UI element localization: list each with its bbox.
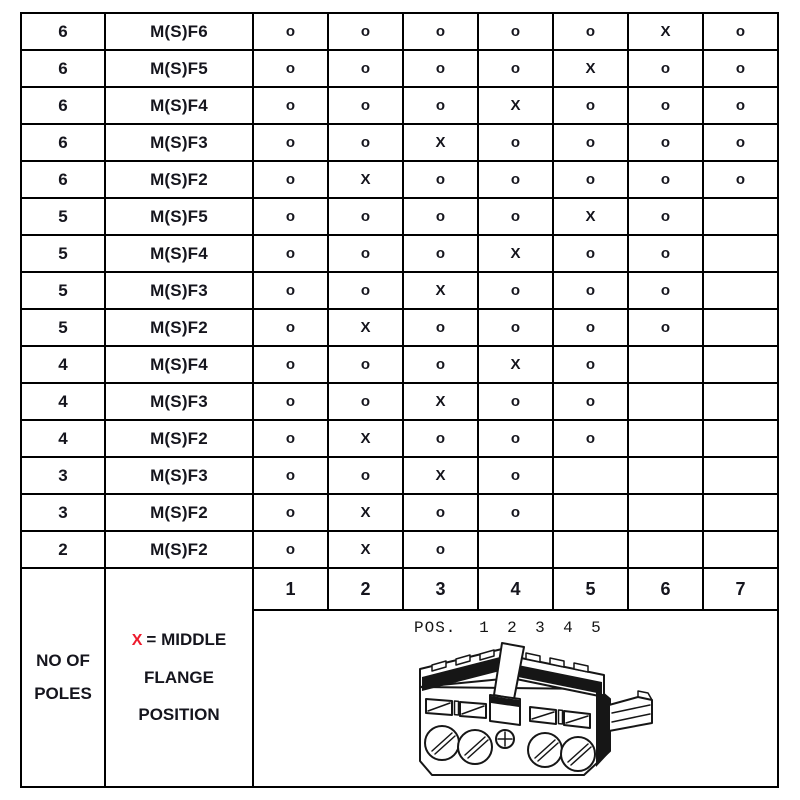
empty-cell bbox=[628, 457, 703, 494]
pole-position-cell: o bbox=[628, 272, 703, 309]
table-row bbox=[21, 494, 778, 531]
pole-position-cell: o bbox=[253, 494, 328, 531]
pole-position-cell: o bbox=[703, 13, 778, 50]
table-row bbox=[21, 420, 778, 457]
pole-position-cell: o bbox=[628, 87, 703, 124]
middle-flange-x-cell: X bbox=[328, 309, 403, 346]
table-row bbox=[21, 235, 778, 272]
poles-count-cell: 3 bbox=[21, 457, 105, 494]
pole-position-cell: o bbox=[403, 531, 478, 568]
pole-position-cell: o bbox=[328, 87, 403, 124]
flange-type-cell: M(S)F3 bbox=[105, 272, 253, 309]
poles-count-cell: 5 bbox=[21, 272, 105, 309]
middle-flange-x-cell: X bbox=[478, 87, 553, 124]
pole-position-cell: o bbox=[328, 457, 403, 494]
pole-position-cell: o bbox=[253, 235, 328, 272]
legend-line-1-text: = MIDDLE bbox=[146, 630, 227, 650]
pole-position-cell: o bbox=[478, 13, 553, 50]
empty-cell bbox=[553, 531, 628, 568]
flange-type-cell: M(S)F3 bbox=[105, 457, 253, 494]
pos-number: 1 bbox=[479, 619, 490, 637]
pole-position-cell: o bbox=[478, 124, 553, 161]
middle-flange-x-cell: X bbox=[478, 235, 553, 272]
flange-position-table bbox=[20, 12, 779, 788]
pole-position-cell: o bbox=[403, 346, 478, 383]
poles-count-cell: 3 bbox=[21, 494, 105, 531]
pole-position-cell: o bbox=[328, 272, 403, 309]
table-row bbox=[21, 161, 778, 198]
empty-cell bbox=[628, 383, 703, 420]
poles-count-cell: 5 bbox=[21, 309, 105, 346]
empty-cell bbox=[553, 494, 628, 531]
pole-position-cell: o bbox=[553, 420, 628, 457]
table-row bbox=[21, 198, 778, 235]
empty-cell bbox=[703, 420, 778, 457]
pole-position-cell: o bbox=[628, 161, 703, 198]
pole-position-cell: o bbox=[253, 420, 328, 457]
flange-type-cell: M(S)F2 bbox=[105, 494, 253, 531]
pole-position-cell: o bbox=[553, 346, 628, 383]
empty-cell bbox=[628, 531, 703, 568]
pole-position-cell: o bbox=[478, 494, 553, 531]
pole-position-cell: o bbox=[403, 50, 478, 87]
flange-type-cell: M(S)F2 bbox=[105, 309, 253, 346]
terminal-block-connector-drawing bbox=[412, 637, 664, 785]
position-number-cell: 1 bbox=[253, 568, 328, 610]
pole-position-cell: o bbox=[553, 272, 628, 309]
pole-position-cell: o bbox=[553, 161, 628, 198]
flange-type-cell: M(S)F4 bbox=[105, 87, 253, 124]
poles-count-cell: 4 bbox=[21, 420, 105, 457]
flange-type-cell: M(S)F5 bbox=[105, 198, 253, 235]
empty-cell bbox=[628, 420, 703, 457]
table-row bbox=[21, 13, 778, 50]
empty-cell bbox=[703, 235, 778, 272]
poles-count-cell: 6 bbox=[21, 13, 105, 50]
pos-strip-label: POS. bbox=[414, 619, 457, 637]
middle-flange-x-cell: X bbox=[328, 420, 403, 457]
pole-position-cell: o bbox=[253, 346, 328, 383]
flange-type-cell: M(S)F2 bbox=[105, 531, 253, 568]
position-number-cell: 6 bbox=[628, 568, 703, 610]
empty-cell bbox=[703, 309, 778, 346]
pole-position-cell: o bbox=[628, 198, 703, 235]
pole-position-cell: o bbox=[253, 50, 328, 87]
pole-position-cell: o bbox=[703, 161, 778, 198]
pole-position-cell: o bbox=[403, 420, 478, 457]
pole-position-cell: o bbox=[628, 124, 703, 161]
flange-type-cell: M(S)F2 bbox=[105, 161, 253, 198]
pole-position-cell: o bbox=[553, 235, 628, 272]
connector-image-cell bbox=[253, 610, 778, 787]
pole-position-cell: o bbox=[253, 309, 328, 346]
legend-cell bbox=[105, 568, 253, 787]
poles-count-cell: 6 bbox=[21, 124, 105, 161]
pole-position-cell: o bbox=[403, 309, 478, 346]
flange-type-cell: M(S)F5 bbox=[105, 50, 253, 87]
pole-position-cell: o bbox=[478, 272, 553, 309]
middle-flange-x-cell: X bbox=[478, 346, 553, 383]
table-row bbox=[21, 272, 778, 309]
position-number-cell: 3 bbox=[403, 568, 478, 610]
pole-position-cell: o bbox=[403, 235, 478, 272]
pole-position-cell: o bbox=[553, 309, 628, 346]
pole-position-cell: o bbox=[703, 87, 778, 124]
pole-position-cell: o bbox=[553, 87, 628, 124]
pos-strip bbox=[414, 619, 610, 637]
empty-cell bbox=[703, 198, 778, 235]
pole-position-cell: o bbox=[403, 13, 478, 50]
pole-position-cell: o bbox=[253, 272, 328, 309]
flange-type-cell: M(S)F4 bbox=[105, 235, 253, 272]
poles-count-cell: 2 bbox=[21, 531, 105, 568]
pole-position-cell: o bbox=[628, 309, 703, 346]
pole-position-cell: o bbox=[328, 346, 403, 383]
middle-flange-x-cell: X bbox=[403, 272, 478, 309]
middle-flange-x-cell: X bbox=[328, 494, 403, 531]
empty-cell bbox=[703, 272, 778, 309]
legend-line-1 bbox=[106, 621, 252, 658]
poles-count-cell: 4 bbox=[21, 383, 105, 420]
flange-type-cell: M(S)F3 bbox=[105, 383, 253, 420]
pole-position-cell: o bbox=[478, 50, 553, 87]
pole-position-cell: o bbox=[628, 235, 703, 272]
middle-flange-x-cell: X bbox=[553, 50, 628, 87]
pole-position-cell: o bbox=[628, 50, 703, 87]
pos-number: 5 bbox=[591, 619, 602, 637]
position-number-row bbox=[21, 568, 778, 610]
pole-rows bbox=[21, 13, 778, 568]
pole-position-cell: o bbox=[328, 50, 403, 87]
pole-position-cell: o bbox=[253, 161, 328, 198]
table-row bbox=[21, 87, 778, 124]
poles-count-cell: 6 bbox=[21, 161, 105, 198]
empty-cell bbox=[628, 494, 703, 531]
pole-position-cell: o bbox=[703, 124, 778, 161]
pole-position-cell: o bbox=[328, 198, 403, 235]
empty-cell bbox=[703, 531, 778, 568]
pole-position-cell: o bbox=[403, 198, 478, 235]
position-number-cell: 2 bbox=[328, 568, 403, 610]
pole-position-cell: o bbox=[403, 161, 478, 198]
flange-type-cell: M(S)F2 bbox=[105, 420, 253, 457]
poles-count-cell: 6 bbox=[21, 87, 105, 124]
flange-type-cell: M(S)F6 bbox=[105, 13, 253, 50]
position-number-cell: 5 bbox=[553, 568, 628, 610]
empty-cell bbox=[553, 457, 628, 494]
pole-position-cell: o bbox=[253, 124, 328, 161]
no-of-poles-label: NO OF POLES bbox=[21, 568, 105, 787]
middle-flange-x-cell: X bbox=[403, 124, 478, 161]
legend-x-symbol: X bbox=[131, 632, 143, 650]
table-row bbox=[21, 50, 778, 87]
position-number-cell: 7 bbox=[703, 568, 778, 610]
empty-cell bbox=[628, 346, 703, 383]
table-row bbox=[21, 309, 778, 346]
pole-position-cell: o bbox=[478, 457, 553, 494]
middle-flange-x-cell: X bbox=[328, 531, 403, 568]
flange-type-cell: M(S)F3 bbox=[105, 124, 253, 161]
position-number-cell: 4 bbox=[478, 568, 553, 610]
empty-cell bbox=[478, 531, 553, 568]
pole-position-cell: o bbox=[253, 13, 328, 50]
legend-line-2: FLANGE bbox=[144, 667, 214, 687]
pole-position-cell: o bbox=[253, 383, 328, 420]
pole-position-cell: o bbox=[253, 531, 328, 568]
pole-position-cell: o bbox=[478, 309, 553, 346]
pole-position-cell: o bbox=[553, 13, 628, 50]
pole-position-cell: o bbox=[553, 383, 628, 420]
pole-position-cell: o bbox=[478, 198, 553, 235]
pole-position-cell: o bbox=[478, 383, 553, 420]
middle-flange-x-cell: X bbox=[328, 161, 403, 198]
pole-position-cell: o bbox=[403, 87, 478, 124]
pole-position-cell: o bbox=[703, 50, 778, 87]
empty-cell bbox=[703, 494, 778, 531]
table-row bbox=[21, 457, 778, 494]
poles-count-cell: 6 bbox=[21, 50, 105, 87]
pole-position-cell: o bbox=[328, 13, 403, 50]
middle-flange-x-cell: X bbox=[403, 457, 478, 494]
middle-flange-x-cell: X bbox=[628, 13, 703, 50]
pole-position-cell: o bbox=[478, 420, 553, 457]
poles-count-cell: 5 bbox=[21, 235, 105, 272]
empty-cell bbox=[703, 346, 778, 383]
pole-position-cell: o bbox=[553, 124, 628, 161]
pole-position-cell: o bbox=[403, 494, 478, 531]
pole-position-cell: o bbox=[253, 457, 328, 494]
table-row bbox=[21, 346, 778, 383]
pole-position-cell: o bbox=[253, 198, 328, 235]
table-row bbox=[21, 383, 778, 420]
table-row bbox=[21, 531, 778, 568]
middle-flange-x-cell: X bbox=[553, 198, 628, 235]
empty-cell bbox=[703, 457, 778, 494]
empty-cell bbox=[703, 383, 778, 420]
legend-line-3: POSITION bbox=[138, 705, 220, 725]
poles-count-cell: 4 bbox=[21, 346, 105, 383]
middle-flange-x-cell: X bbox=[403, 383, 478, 420]
pos-number: 4 bbox=[563, 619, 574, 637]
flange-type-cell: M(S)F4 bbox=[105, 346, 253, 383]
pole-position-cell: o bbox=[328, 235, 403, 272]
pole-position-cell: o bbox=[328, 383, 403, 420]
pos-number: 2 bbox=[507, 619, 518, 637]
pole-position-cell: o bbox=[253, 87, 328, 124]
pos-number: 3 bbox=[535, 619, 546, 637]
footer-section bbox=[21, 568, 778, 787]
pole-position-cell: o bbox=[328, 124, 403, 161]
table-row bbox=[21, 124, 778, 161]
pole-position-cell: o bbox=[478, 161, 553, 198]
pos-numbers bbox=[470, 619, 610, 637]
poles-count-cell: 5 bbox=[21, 198, 105, 235]
